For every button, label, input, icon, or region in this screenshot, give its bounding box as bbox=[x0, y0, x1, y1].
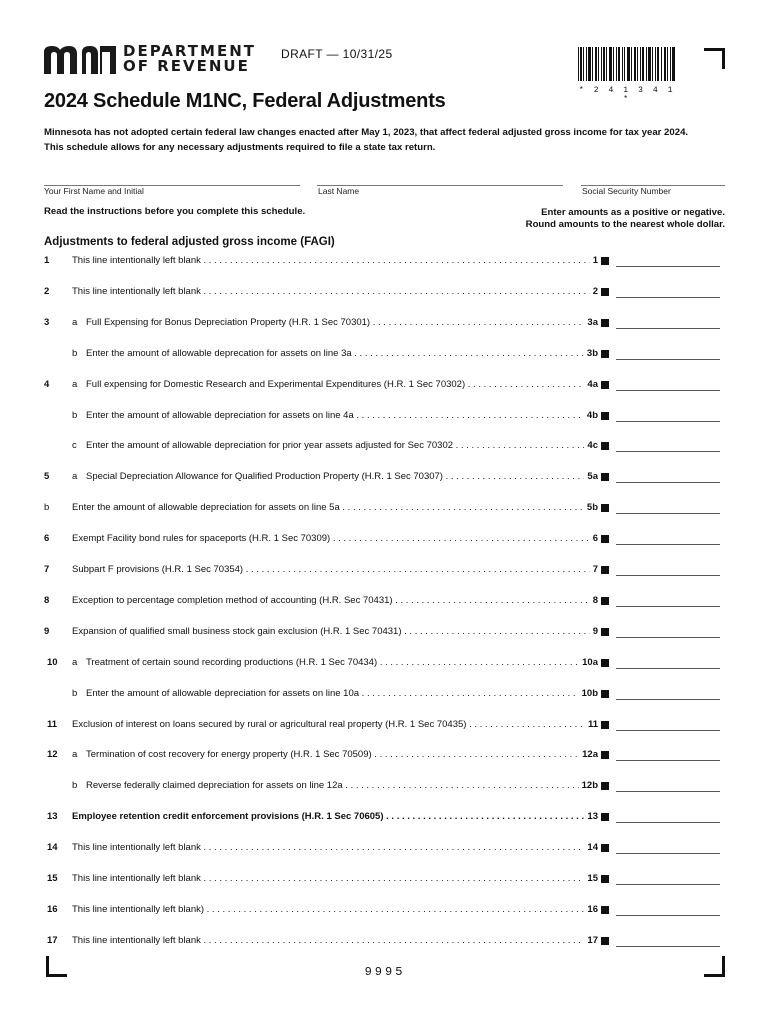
line-description bbox=[72, 903, 598, 917]
line-number: 2 bbox=[44, 285, 50, 297]
department-logo-text bbox=[123, 44, 256, 74]
line-description-text: Full Expensing for Bonus Depreciation Property (H.R. 1 Sec 70301) bbox=[86, 316, 371, 328]
line-sub-letter: b bbox=[72, 780, 78, 792]
line-label: 5b bbox=[584, 501, 598, 515]
line-label: 7 bbox=[590, 563, 598, 577]
form-line bbox=[0, 594, 770, 608]
line-number: 10 bbox=[47, 656, 58, 668]
square-marker-icon bbox=[601, 906, 609, 914]
line-number: 9 bbox=[44, 625, 50, 637]
line-description-text: Special Depreciation Allowance for Qualified Production Property (H.R. 1 Sec 70307) bbox=[86, 471, 443, 483]
form-line bbox=[0, 285, 770, 299]
form-line bbox=[0, 378, 770, 392]
square-marker-icon bbox=[601, 690, 609, 698]
amount-field[interactable] bbox=[616, 297, 720, 298]
line-sub-letter: b bbox=[72, 409, 78, 421]
form-line bbox=[0, 316, 770, 330]
line-label: 12b bbox=[579, 779, 598, 793]
enter-amounts-line-2: Round amounts to the nearest whole dollar. bbox=[525, 219, 725, 230]
line-sub-letter: a bbox=[72, 316, 78, 328]
line-description-text: Full expensing for Domestic Research and Experimental Expenditures (H.R. 1 Sec 70302) bbox=[86, 378, 466, 390]
logo-line-2: OF REVENUE bbox=[123, 57, 250, 75]
square-marker-icon bbox=[601, 288, 609, 296]
line-label: 3a bbox=[584, 316, 598, 330]
line-description bbox=[72, 872, 598, 886]
amount-field[interactable] bbox=[616, 699, 720, 700]
amount-field[interactable] bbox=[616, 606, 720, 607]
amount-field[interactable] bbox=[616, 482, 720, 483]
line-label: 4b bbox=[584, 409, 598, 423]
line-number: 11 bbox=[47, 718, 58, 730]
line-sub-letter: b bbox=[72, 687, 78, 699]
line-description bbox=[86, 439, 598, 453]
line-number: 1 bbox=[44, 255, 50, 266]
line-description bbox=[72, 841, 598, 855]
line-description-text: This line intentionally left blank bbox=[72, 842, 201, 854]
square-marker-icon bbox=[601, 473, 609, 481]
form-line bbox=[0, 656, 770, 670]
square-marker-icon bbox=[601, 257, 609, 265]
form-line bbox=[0, 501, 770, 515]
amount-field[interactable] bbox=[616, 421, 720, 422]
square-marker-icon bbox=[601, 319, 609, 327]
line-description-text: This line intentionally left blank) bbox=[72, 903, 205, 915]
line-description bbox=[72, 501, 598, 515]
page-title: 2024 Schedule M1NC, Federal Adjustments bbox=[44, 90, 446, 112]
last-name-label: Last Name bbox=[318, 186, 360, 196]
line-description bbox=[72, 594, 598, 608]
line-number: 16 bbox=[47, 903, 58, 915]
line-number: 4 bbox=[44, 378, 50, 390]
line-description bbox=[86, 378, 598, 392]
line-number: 5 bbox=[44, 471, 50, 483]
line-label: 10b bbox=[579, 687, 598, 701]
square-marker-icon bbox=[601, 875, 609, 883]
line-description bbox=[72, 718, 598, 732]
line-number: 8 bbox=[44, 594, 50, 606]
line-description bbox=[72, 563, 598, 577]
first-name-label: Your First Name and Initial bbox=[44, 186, 144, 196]
amount-field[interactable] bbox=[616, 884, 720, 885]
form-line bbox=[0, 625, 770, 639]
form-line bbox=[0, 563, 770, 577]
square-marker-icon bbox=[601, 751, 609, 759]
amount-field[interactable] bbox=[616, 390, 720, 391]
amount-field[interactable] bbox=[616, 791, 720, 792]
form-line bbox=[0, 872, 770, 886]
form-line bbox=[0, 687, 770, 701]
square-marker-icon bbox=[601, 721, 609, 729]
line-label: 6 bbox=[590, 532, 598, 546]
line-description-text: Employee retention credit enforcement provisions (H.R. 1 Sec 70605) bbox=[72, 811, 384, 823]
amount-field[interactable] bbox=[616, 328, 720, 329]
square-marker-icon bbox=[601, 535, 609, 543]
line-description bbox=[86, 347, 598, 361]
line-description bbox=[72, 285, 598, 299]
form-line bbox=[0, 439, 770, 453]
line-description bbox=[86, 687, 598, 701]
line-number: 14 bbox=[47, 842, 58, 854]
line-number: 7 bbox=[44, 564, 50, 575]
line-number: b bbox=[44, 502, 50, 514]
line-description-text: Enter the amount of allowable depreciation for assets on line 5a bbox=[72, 502, 340, 514]
square-marker-icon bbox=[601, 381, 609, 389]
square-marker-icon bbox=[601, 412, 609, 420]
line-description bbox=[72, 810, 598, 824]
form-line bbox=[0, 409, 770, 423]
enter-amounts-line-1: Enter amounts as a positive or negative. bbox=[541, 207, 725, 218]
amount-field[interactable] bbox=[616, 760, 720, 761]
form-line bbox=[0, 254, 770, 268]
square-marker-icon bbox=[601, 628, 609, 636]
form-line bbox=[0, 470, 770, 484]
square-marker-icon bbox=[601, 659, 609, 667]
line-description-text: Enter the amount of allowable deprecation for assets on line 3a bbox=[86, 347, 352, 359]
line-label: 4c bbox=[584, 439, 598, 453]
amount-field[interactable] bbox=[616, 266, 720, 267]
mn-logo-icon bbox=[44, 46, 116, 74]
line-sub-letter: c bbox=[72, 440, 77, 452]
amount-field[interactable] bbox=[616, 544, 720, 545]
form-line bbox=[0, 903, 770, 917]
line-description-text: Reverse federally claimed depreciation for assets on line 12a bbox=[86, 780, 343, 792]
line-description bbox=[86, 779, 598, 793]
line-description-text: This line intentionally left blank bbox=[72, 873, 201, 884]
line-label: 8 bbox=[590, 594, 598, 608]
form-line bbox=[0, 779, 770, 793]
enter-amounts-note bbox=[526, 207, 725, 231]
form-code: 9995 bbox=[364, 965, 406, 979]
line-description bbox=[86, 409, 598, 423]
line-description-text: Enter the amount of allowable depreciation for prior year assets adjusted for Sec 70302 bbox=[86, 440, 454, 452]
line-description bbox=[86, 316, 598, 330]
line-description bbox=[72, 625, 598, 639]
line-description-text: Enter the amount of allowable depreciation for assets on line 4a bbox=[86, 409, 354, 421]
draft-label: DRAFT — 10/31/25 bbox=[281, 47, 393, 61]
line-description-text: Exception to percentage completion method of accounting (H.R. Sec 70431) bbox=[72, 594, 393, 606]
amount-field[interactable] bbox=[616, 822, 720, 823]
form-line bbox=[0, 748, 770, 762]
line-description-text: Exempt Facility bond rules for spaceports (H.R. 1 Sec 70309) bbox=[72, 533, 331, 545]
amount-field[interactable] bbox=[616, 513, 720, 514]
line-description-text: This line intentionally left blank bbox=[72, 934, 201, 946]
line-number: 17 bbox=[47, 934, 58, 946]
line-sub-letter: a bbox=[72, 378, 78, 390]
line-description-text: Expansion of qualified small business stock gain exclusion (H.R. 1 Sec 70431) bbox=[72, 625, 402, 637]
square-marker-icon bbox=[601, 504, 609, 512]
form-line bbox=[0, 841, 770, 855]
line-number: 6 bbox=[44, 533, 50, 545]
line-label: 2 bbox=[590, 285, 598, 299]
line-description bbox=[72, 934, 598, 948]
line-description-text: Subpart F provisions (H.R. 1 Sec 70354) bbox=[72, 564, 244, 575]
line-label: 11 bbox=[585, 718, 598, 732]
line-label: 16 bbox=[584, 903, 598, 917]
line-description-text: Enter the amount of allowable depreciation for assets on line 10a bbox=[86, 687, 360, 699]
ssn-label: Social Security Number bbox=[582, 186, 671, 196]
amount-field[interactable] bbox=[616, 853, 720, 854]
amount-field[interactable] bbox=[616, 668, 720, 669]
square-marker-icon bbox=[601, 566, 609, 574]
line-label: 1 bbox=[590, 254, 598, 268]
form-line bbox=[0, 810, 770, 824]
intro-line-1: Minnesota has not adopted certain federal law changes enacted after May 1, 2023, that affect federal adjusted gross income for tax year 2024. bbox=[44, 127, 689, 138]
square-marker-icon bbox=[601, 350, 609, 358]
line-label: 15 bbox=[584, 872, 598, 886]
square-marker-icon bbox=[601, 442, 609, 450]
line-sub-letter: b bbox=[72, 347, 78, 359]
square-marker-icon bbox=[601, 844, 609, 852]
amount-field[interactable] bbox=[616, 946, 720, 947]
square-marker-icon bbox=[601, 937, 609, 945]
line-description-text: This line intentionally left blank bbox=[72, 285, 201, 297]
form-line bbox=[0, 532, 770, 546]
form-line bbox=[0, 347, 770, 361]
line-description-text: Termination of cost recovery for energy property (H.R. 1 Sec 70509) bbox=[86, 749, 372, 761]
line-sub-letter: a bbox=[72, 471, 78, 483]
amount-field[interactable] bbox=[616, 575, 720, 576]
line-number: 12 bbox=[47, 749, 58, 761]
form-line bbox=[0, 934, 770, 948]
amount-field[interactable] bbox=[616, 451, 720, 452]
line-label: 12a bbox=[579, 748, 598, 762]
line-number: 3 bbox=[44, 316, 50, 328]
line-description bbox=[86, 656, 598, 670]
square-marker-icon bbox=[601, 813, 609, 821]
line-description bbox=[86, 748, 598, 762]
intro-line-2: This schedule allows for any necessary adjustments required to file a state tax return. bbox=[44, 142, 436, 153]
line-number: 15 bbox=[47, 873, 58, 884]
barcode-number: * 2 4 1 3 4 1 * bbox=[578, 86, 676, 104]
line-label: 17 bbox=[584, 934, 598, 948]
amount-field[interactable] bbox=[616, 637, 720, 638]
barcode-icon bbox=[578, 47, 676, 81]
line-label: 14 bbox=[584, 841, 598, 855]
line-description-text: Treatment of certain sound recording productions (H.R. 1 Sec 70434) bbox=[86, 656, 378, 668]
amount-field[interactable] bbox=[616, 730, 720, 731]
line-description bbox=[86, 470, 598, 484]
square-marker-icon bbox=[601, 782, 609, 790]
line-sub-letter: a bbox=[72, 656, 78, 668]
square-marker-icon bbox=[601, 597, 609, 605]
read-instructions: Read the instructions before you complete this schedule. bbox=[44, 206, 306, 217]
line-label: 3b bbox=[584, 347, 598, 361]
line-description-text: Exclusion of interest on loans secured by rural or agricultural real property (H.R. 1 Sec 70435) bbox=[72, 718, 467, 730]
line-description-text: This line intentionally left blank bbox=[72, 255, 201, 266]
amount-field[interactable] bbox=[616, 359, 720, 360]
line-description bbox=[72, 254, 598, 268]
corner-mark-top-right bbox=[704, 48, 725, 69]
line-label: 9 bbox=[590, 625, 598, 639]
line-label: 5a bbox=[584, 470, 598, 484]
line-description bbox=[72, 532, 598, 546]
line-number: 13 bbox=[47, 811, 58, 823]
intro-text bbox=[44, 125, 734, 155]
line-sub-letter: a bbox=[72, 749, 78, 761]
line-label: 4a bbox=[584, 378, 598, 392]
form-line bbox=[0, 718, 770, 732]
line-label: 13 bbox=[584, 810, 598, 824]
amount-field[interactable] bbox=[616, 915, 720, 916]
line-label: 10a bbox=[579, 656, 598, 670]
logo-line-1: DEPARTMENT bbox=[123, 42, 256, 60]
section-title: Adjustments to federal adjusted gross income (FAGI) bbox=[44, 236, 335, 248]
